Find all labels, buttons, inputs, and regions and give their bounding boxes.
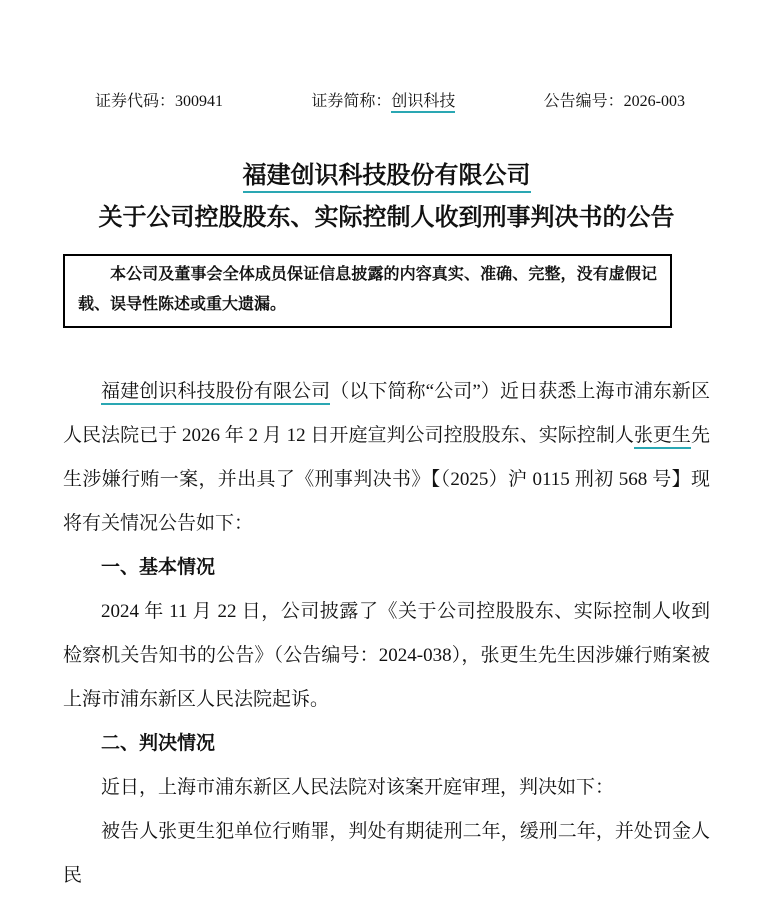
stock-code: 证券代码：300941 — [95, 93, 224, 110]
announcement-number: 公告编号：2026-003 — [543, 93, 685, 110]
stock-name — [311, 92, 455, 111]
company-name-link: 福建创识科技股份有限公司 — [101, 381, 330, 405]
section-1-heading: 一、基本情况 — [101, 557, 216, 578]
announcement-title: 关于公司控股股东、实际控制人收到刑事判决书的公告 — [98, 205, 675, 231]
disclaimer-text: 本公司及董事会全体成员保证信息披露的内容真实、准确、完整，没有虚假记载、误导性陈述或重大遗漏。 — [78, 266, 657, 313]
section-2-heading: 二、判决情况 — [101, 733, 216, 754]
announcement-body — [63, 370, 710, 898]
paragraph-intro — [63, 370, 710, 546]
paragraph-intro-mid: （以下简称“公司”）近日获悉上海市浦东新区人民法院已于 2026 年 2 月 12 日开庭宣判公司控股股东、实际控制人 — [63, 381, 710, 446]
disclaimer-box — [63, 254, 672, 328]
paragraph-verdict-intro: 近日，上海市浦东新区人民法院对该案开庭审理，判决如下： — [101, 777, 615, 798]
stock-name-value: 创识科技 — [391, 93, 455, 113]
person-name-link: 张更生 — [634, 425, 691, 449]
company-title-text: 福建创识科技股份有限公司 — [243, 163, 531, 193]
paragraph-intro-end: 先生涉嫌行贿一案，并出具了《刑事判决书》【（2025）沪 0115 刑初 568 号】现将有关情况公告如下： — [63, 425, 710, 534]
document-header — [63, 92, 710, 111]
paragraph-verdict-detail: 被告人张更生犯单位行贿罪，判处有期徒刑二年，缓刑二年，并处罚金人民 — [63, 821, 710, 886]
stock-name-label: 证券简称： — [311, 93, 392, 110]
paragraph-basic-info: 2024 年 11 月 22 日，公司披露了《关于公司控股股东、实际控制人收到检察机关告知书的公告》（公告编号：2024-038），张更生先生因涉嫌行贿案被上海市浦东新区人民法院起诉。 — [63, 601, 710, 710]
company-title — [63, 161, 710, 191]
